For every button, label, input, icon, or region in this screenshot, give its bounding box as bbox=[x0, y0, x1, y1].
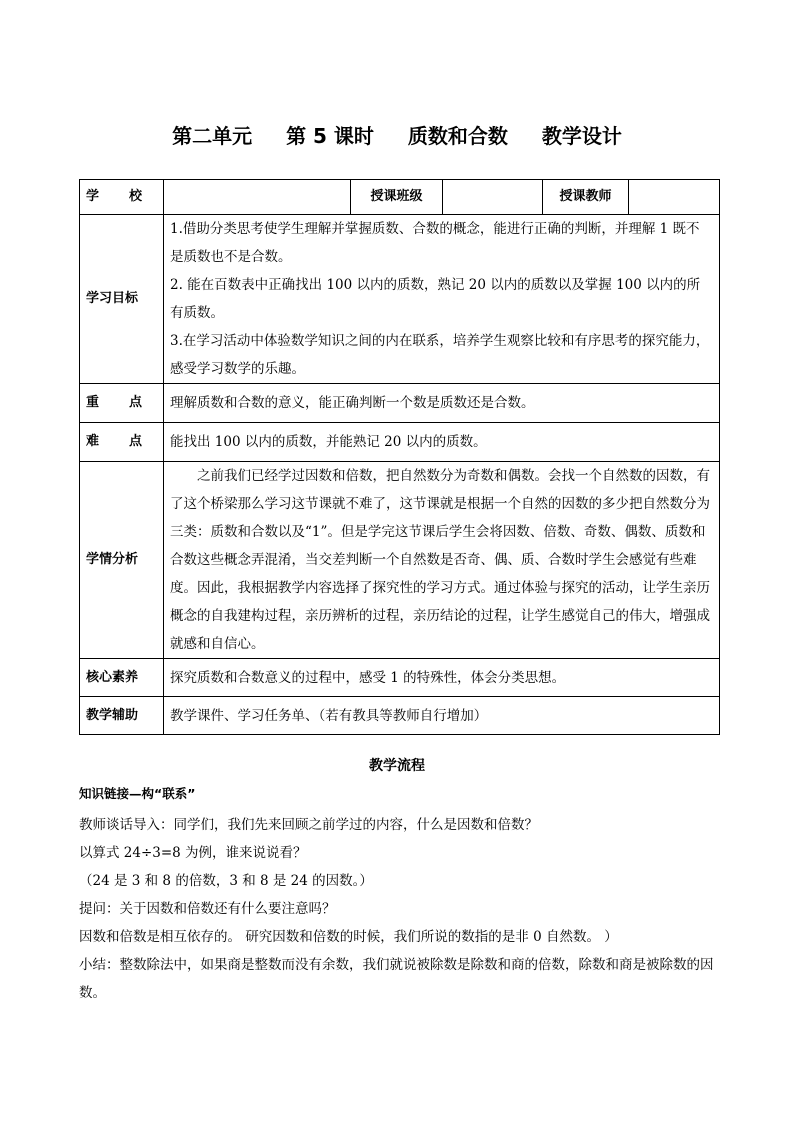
difficulty-label: 难 点 bbox=[80, 423, 164, 462]
title-kind: 教学设计 bbox=[541, 124, 622, 148]
flow-paragraph: 提问：关于因数和倍数还有什么要注意吗？ bbox=[79, 901, 336, 917]
title-lesson: 第 5 课时 bbox=[286, 124, 374, 148]
objective-line-1: 1.借助分类思考使学生理解并掌握质数、合数的概念，能进行正确的判断，并理解 1 既不是质数也不是合数。 bbox=[170, 221, 700, 265]
flow-sub-heading: 知识链接—构“联系” bbox=[79, 786, 196, 801]
row-core-literacy bbox=[80, 659, 720, 697]
title-topic: 质数和合数 bbox=[407, 124, 508, 148]
teacher-label: 授课教师 bbox=[543, 180, 629, 215]
flow-section bbox=[79, 783, 724, 1007]
objective-line-3: 3.在学习活动中体验数学知识之间的内在联系，培养学生观察比较和有序思考的探究能力，感受学习数学的乐趣。 bbox=[170, 333, 710, 377]
objective-line-2: 2. 能在百数表中正确找出 100 以内的质数，熟记 20 以内的质数以及掌握 100 以内的所有质数。 bbox=[170, 277, 701, 321]
flow-paragraph: （24 是 3 和 8 的倍数，3 和 8 是 24 的因数。） bbox=[79, 873, 373, 889]
row-key-point bbox=[80, 384, 720, 423]
core-literacy-content: 探究质数和合数意义的过程中，感受 1 的特殊性，体会分类思想。 bbox=[164, 659, 720, 697]
key-point-label: 重 点 bbox=[80, 384, 164, 423]
objectives-label: 学习目标 bbox=[80, 215, 164, 384]
teacher-value bbox=[629, 180, 720, 215]
row-analysis bbox=[80, 462, 720, 659]
row-difficulty bbox=[80, 423, 720, 462]
key-point-content: 理解质数和合数的意义，能正确判断一个数是质数还是合数。 bbox=[164, 384, 720, 423]
title-unit: 第二单元 bbox=[172, 124, 253, 148]
teaching-aids-content: 教学课件、学习任务单、（若有教具等教师自行增加） bbox=[164, 697, 720, 735]
analysis-content: 之前我们已经学过因数和倍数，把自然数分为奇数和偶数。会找一个自然数的因数，有了这个桥梁那么学习这节课就不难了，这节课就是根据一个自然的因数的多少把自然数分为三类：质数和合数以及“1”。但是学完这节课后学生会将因数、倍数、奇数、偶数、质数和合数这些概念弄混淆，当交差判断一个自然数是否奇、偶、质、合数时学生会感觉有些难度。因此，我根据教学内容选择了探究性的学习方式。通过体验与探究的活动，让学生亲历概念的自我建构过程，亲历辨析的过程，亲历结论的过程，让学生感觉自己的伟大，增强成就感和自信心。 bbox=[164, 462, 720, 659]
objectives-content bbox=[164, 215, 720, 384]
core-literacy-label: 核心素养 bbox=[80, 659, 164, 697]
teaching-aids-label: 教学辅助 bbox=[80, 697, 164, 735]
class-value bbox=[443, 180, 543, 215]
page-title bbox=[0, 120, 794, 149]
flow-paragraph: 以算式 24÷3=8 为例，谁来说说看？ bbox=[79, 845, 307, 861]
analysis-label: 学情分析 bbox=[80, 462, 164, 659]
flow-paragraph: 因数和倍数是相互依存的。 研究因数和倍数的时候，我们所说的数指的是非 0 自然数。 ） bbox=[79, 929, 618, 945]
row-teaching-aids bbox=[80, 697, 720, 735]
flow-heading: 教学流程 bbox=[369, 758, 425, 774]
flow-paragraph: 小结：整数除法中，如果商是整数而没有余数，我们就说被除数是除数和商的倍数，除数和商是被除数的因数。 bbox=[79, 957, 714, 1001]
class-label: 授课班级 bbox=[351, 180, 443, 215]
lesson-plan-table bbox=[79, 179, 720, 735]
school-label: 学 校 bbox=[80, 180, 164, 215]
row-objectives bbox=[80, 215, 720, 384]
difficulty-content: 能找出 100 以内的质数，并能熟记 20 以内的质数。 bbox=[164, 423, 720, 462]
info-row bbox=[80, 180, 720, 215]
flow-paragraph: 教师谈话导入：同学们，我们先来回顾之前学过的内容，什么是因数和倍数？ bbox=[79, 817, 538, 833]
school-value bbox=[164, 180, 351, 215]
